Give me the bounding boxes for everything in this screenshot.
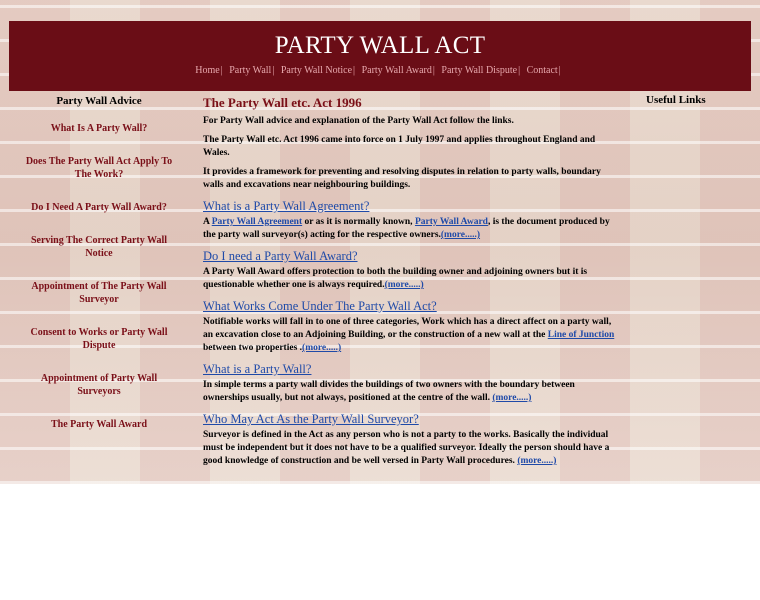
sidebar-item-appointment-surveyor[interactable]: Appointment of The Party Wall Surveyor	[31, 281, 167, 305]
main-nav	[9, 65, 751, 76]
sidebar-item-appointment-surveyors[interactable]: Appointment of Party Wall Surveyors	[40, 373, 158, 397]
sidebar-item-what-is-a-party-wall[interactable]: What Is A Party Wall?	[50, 123, 148, 134]
heading-link-works-under-act[interactable]: What Works Come Under The Party Wall Act?	[203, 299, 437, 313]
link-party-wall-agreement[interactable]: Party Wall Agreement	[211, 217, 303, 227]
nav-separator: |	[353, 65, 356, 76]
nav-separator: |	[272, 65, 275, 76]
main-content	[203, 95, 621, 474]
sidebar-item-serving-notice[interactable]: Serving The Correct Party Wall Notice	[30, 235, 168, 259]
nav-contact[interactable]: Contact	[526, 65, 558, 76]
sidebar-item-consent-or-dispute[interactable]: Consent to Works or Party Wall Dispute	[30, 327, 168, 351]
text-span: , is the document produced by the party wall surveyor(s) acting for the respective owners.	[203, 217, 610, 240]
nav-separator: |	[432, 65, 435, 76]
nav-party-wall[interactable]: Party Wall	[229, 65, 272, 76]
intro-paragraph: The Party Wall etc. Act 1996 came into force on 1 July 1997 and applies throughout England and Wales.	[203, 135, 596, 158]
site-title: PARTY WALL ACT	[274, 32, 486, 59]
section-text	[203, 266, 621, 292]
section-text	[203, 429, 621, 468]
text-span: A Party Wall Award offers protection to both the building owner and adjoining owners but it is questionable whether one is always required.	[203, 267, 588, 290]
text-span: A	[203, 217, 212, 227]
more-link[interactable]: (more.....)	[302, 343, 342, 353]
section-text	[203, 379, 621, 405]
more-link[interactable]: (more.....)	[440, 230, 481, 240]
useful-links-title: Useful Links	[646, 94, 706, 106]
nav-separator: |	[220, 65, 223, 76]
link-party-wall-award[interactable]: Party Wall Award	[414, 217, 488, 227]
section-heading	[203, 361, 621, 377]
heading-link-who-may-act[interactable]: Who May Act As the Party Wall Surveyor?	[203, 412, 419, 426]
site-header	[9, 21, 751, 91]
heading-link-party-wall-agreement[interactable]: What is a Party Wall Agreement?	[203, 199, 370, 213]
nav-party-wall-award[interactable]: Party Wall Award	[361, 65, 432, 76]
section-heading	[203, 198, 621, 214]
sidebar-item-party-wall-award[interactable]: The Party Wall Award	[50, 419, 148, 430]
text-span: In simple terms a party wall divides the buildings of two owners with the boundary between ownerships usually, but not always, positioned at the centre of the wall.	[203, 380, 575, 403]
nav-separator: |	[558, 65, 561, 76]
section-text	[203, 216, 621, 242]
more-link[interactable]: (more.....)	[492, 393, 532, 403]
heading-link-need-award[interactable]: Do I need a Party Wall Award?	[203, 249, 358, 263]
nav-home[interactable]: Home	[195, 65, 220, 76]
section-heading	[203, 411, 621, 427]
sidebar	[18, 95, 180, 431]
more-link[interactable]: (more.....)	[384, 280, 424, 290]
link-line-of-junction[interactable]: Line of Junction	[547, 330, 615, 340]
text-span: Notifiable works will fall in to one of three categories, Work which has a direct affect on a party wall, an excavation close to an Adjoining Building, or the construction of a new wall at the	[203, 317, 612, 340]
heading-link-what-is-party-wall[interactable]: What is a Party Wall?	[203, 362, 312, 376]
text-span: between two properties .	[203, 343, 303, 353]
page-title: The Party Wall etc. Act 1996	[203, 95, 362, 110]
sidebar-item-need-award[interactable]: Do I Need A Party Wall Award?	[31, 202, 167, 213]
section-text	[203, 316, 621, 355]
sidebar-title: Party Wall Advice	[56, 95, 142, 107]
intro-paragraph: It provides a framework for preventing and resolving disputes in relation to party walls, boundary walls and excavations near neighbouring buildings.	[203, 167, 601, 190]
intro-paragraph: For Party Wall advice and explanation of the Party Wall Act follow the links.	[203, 116, 514, 126]
sidebar-item-does-act-apply[interactable]: Does The Party Wall Act Apply To The Work?	[25, 156, 173, 180]
nav-party-wall-notice[interactable]: Party Wall Notice	[280, 65, 353, 76]
text-span: Surveyor is defined in the Act as any person who is not a party to the works. Basically the individual must be independent but it does not have to be a qualified surveyor. Ideally the person should have a good knowledge of construction and be well versed in Party Wall procedures.	[203, 430, 610, 466]
nav-separator: |	[518, 65, 521, 76]
more-link[interactable]: (more.....)	[517, 456, 557, 466]
section-heading	[203, 298, 621, 314]
section-heading	[203, 248, 621, 264]
nav-party-wall-dispute[interactable]: Party Wall Dispute	[441, 65, 518, 76]
text-span: or as it is normally known,	[302, 217, 415, 227]
